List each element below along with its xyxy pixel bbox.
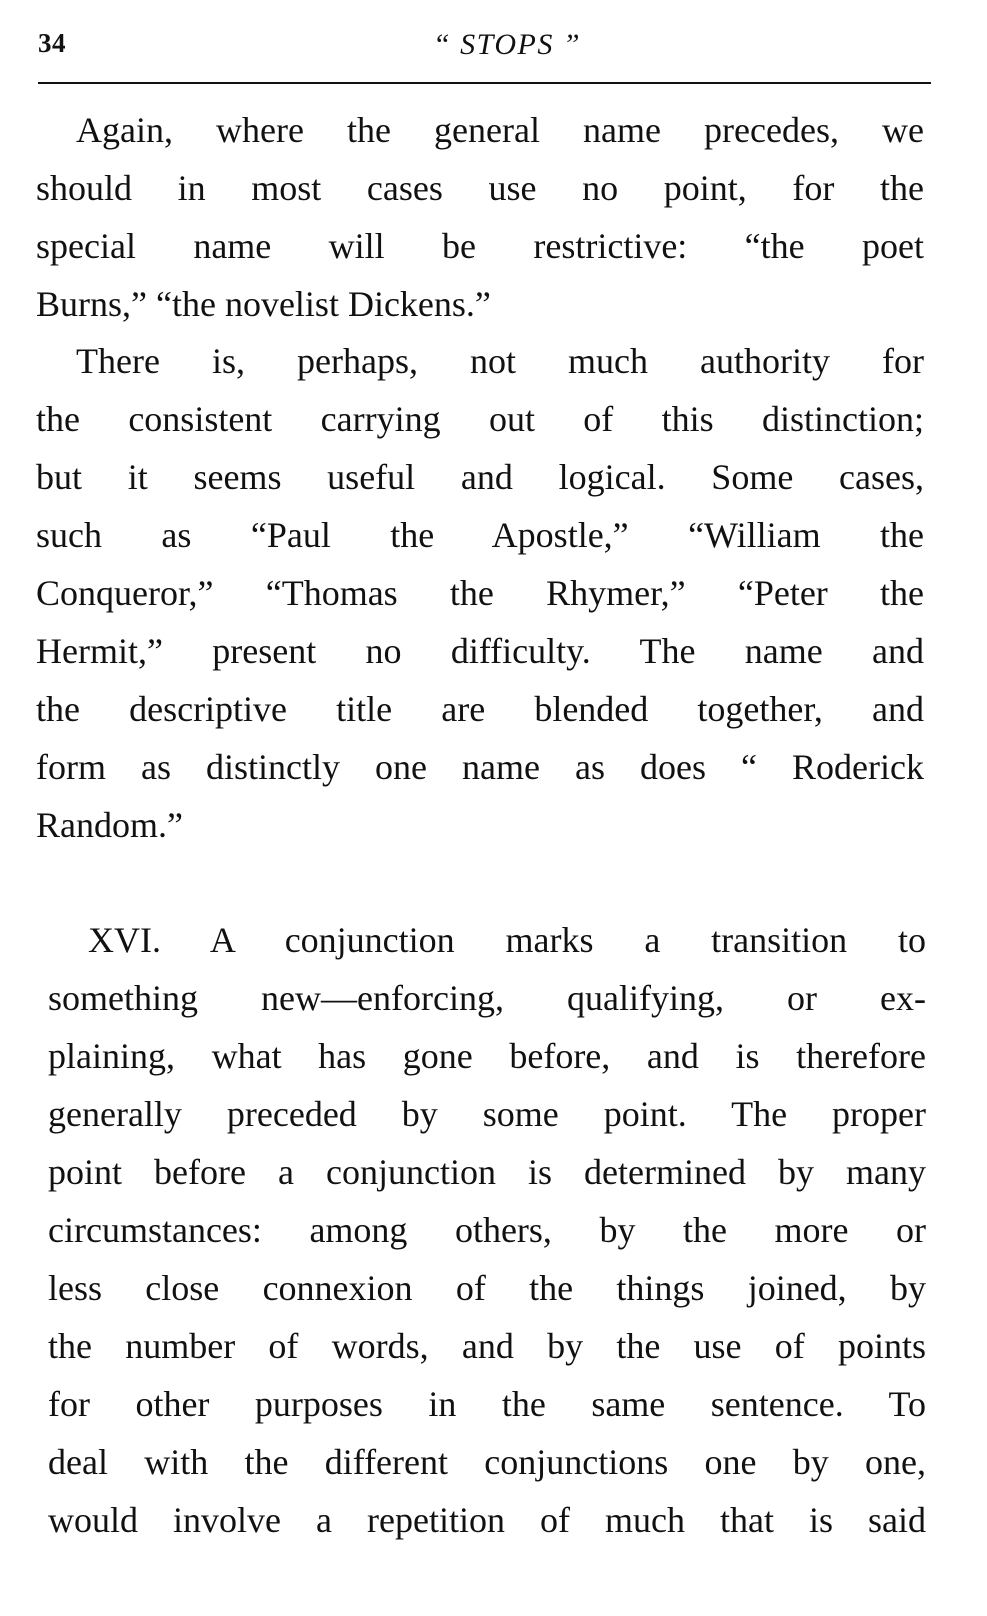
paragraph-general-name <box>36 101 924 333</box>
text-line: something new—enforcing, qualifying, or ex- <box>48 978 926 1018</box>
text-line: Conqueror,” “Thomas the Rhymer,” “Peter the <box>36 573 924 613</box>
page-number: 34 <box>38 28 66 58</box>
text-line: point before a conjunction is determined by many <box>48 1152 926 1192</box>
text-line: the consistent carrying out of this distinction; <box>36 399 924 439</box>
running-head <box>38 24 930 68</box>
running-title: “ STOPS ” <box>433 28 582 61</box>
text-line: but it seems useful and logical. Some cases, <box>36 457 924 497</box>
text-line: generally preceded by some point. The proper <box>48 1094 926 1134</box>
text-line: should in most cases use no point, for the <box>36 168 924 208</box>
text-line: for other purposes in the same sentence. To <box>48 1384 926 1424</box>
text-line: special name will be restrictive: “the poet <box>36 226 924 266</box>
text-line: Burns,” “the novelist Dickens.” <box>36 284 491 324</box>
header-rule <box>38 82 931 84</box>
text-line: plaining, what has gone before, and is therefore <box>48 1036 926 1076</box>
text-line: circumstances: among others, by the more or <box>48 1210 926 1250</box>
text-line: There is, perhaps, not much authority for <box>76 341 924 381</box>
text-line: Random.” <box>36 805 183 845</box>
text-line: the number of words, and by the use of points <box>48 1326 926 1366</box>
text-line: such as “Paul the Apostle,” “William the <box>36 515 924 555</box>
text-line: Hermit,” present no difficulty. The name and <box>36 631 924 671</box>
text-line: form as distinctly one name as does “ Roderick <box>36 747 924 787</box>
text-line: less close connexion of the things joined, by <box>48 1268 926 1308</box>
paragraph-section-xvi <box>48 911 926 1549</box>
paragraph-distinction <box>36 332 924 854</box>
text-line: would involve a repetition of much that is said <box>48 1500 926 1540</box>
text-line: deal with the different conjunctions one by one, <box>48 1442 926 1482</box>
text-line: Again, where the general name precedes, we <box>76 110 924 150</box>
text-line: XVI. A conjunction marks a transition to <box>88 920 926 960</box>
text-line: the descriptive title are blended together, and <box>36 689 924 729</box>
